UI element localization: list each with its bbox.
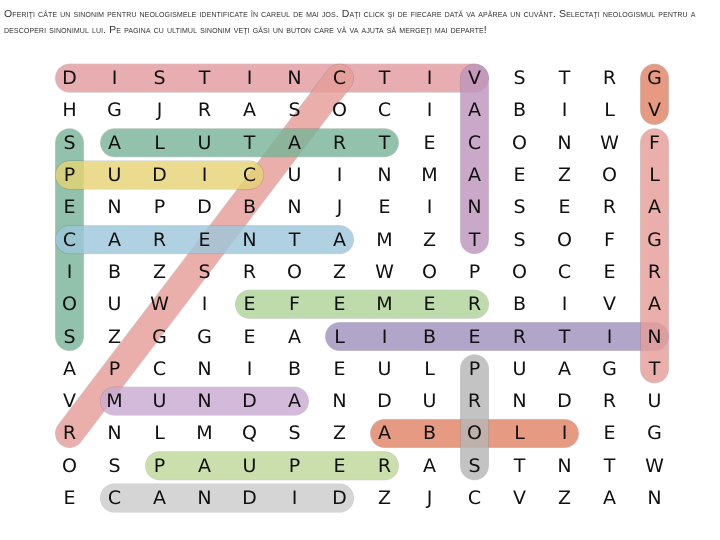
grid-letter[interactable]: D: [152, 164, 167, 187]
grid-letter[interactable]: J: [426, 487, 433, 510]
grid-letter[interactable]: L: [649, 164, 660, 187]
grid-letter[interactable]: O: [557, 228, 572, 251]
grid-letter[interactable]: P: [468, 357, 481, 380]
grid-letter[interactable]: C: [467, 487, 482, 510]
grid-letter[interactable]: A: [153, 487, 166, 510]
grid-letter[interactable]: D: [557, 390, 572, 413]
grid-letter[interactable]: F: [289, 293, 300, 316]
grid-letter[interactable]: V: [648, 99, 661, 122]
grid-letter[interactable]: A: [63, 357, 76, 380]
grid-letter[interactable]: N: [107, 422, 122, 445]
grid-letter[interactable]: E: [243, 293, 256, 316]
grid-letter[interactable]: N: [287, 196, 302, 219]
grid-letter[interactable]: E: [333, 454, 346, 477]
grid-letter[interactable]: P: [468, 260, 481, 283]
grid-letter[interactable]: G: [152, 325, 167, 348]
grid-letter[interactable]: Z: [557, 164, 572, 187]
grid-letter[interactable]: R: [647, 260, 662, 283]
grid-letter[interactable]: S: [63, 325, 76, 348]
grid-letter[interactable]: O: [512, 260, 527, 283]
grid-letter[interactable]: S: [513, 67, 526, 90]
grid-letter[interactable]: Z: [377, 487, 392, 510]
grid-letter[interactable]: T: [558, 67, 571, 90]
grid-letter[interactable]: E: [603, 422, 616, 445]
grid-letter[interactable]: I: [291, 487, 298, 510]
grid-letter[interactable]: R: [197, 99, 212, 122]
grid-letter[interactable]: T: [648, 357, 661, 380]
grid-letter[interactable]: E: [333, 357, 346, 380]
grid-letter[interactable]: D: [242, 390, 257, 413]
grid-letter[interactable]: I: [66, 260, 73, 283]
grid-letter[interactable]: T: [558, 325, 571, 348]
grid-letter[interactable]: C: [377, 99, 392, 122]
grid-letter[interactable]: A: [333, 228, 346, 251]
grid-letter[interactable]: E: [423, 293, 436, 316]
grid-letter[interactable]: V: [63, 390, 76, 413]
grid-letter[interactable]: L: [604, 99, 615, 122]
grid-letter[interactable]: N: [377, 164, 392, 187]
grid-letter[interactable]: N: [242, 228, 257, 251]
grid-letter[interactable]: I: [426, 99, 433, 122]
grid-letter[interactable]: N: [107, 196, 122, 219]
grid-letter[interactable]: D: [62, 67, 77, 90]
grid-letter[interactable]: R: [332, 131, 347, 154]
grid-letter[interactable]: A: [648, 293, 661, 316]
grid-letter[interactable]: U: [197, 131, 212, 154]
grid-letter[interactable]: U: [647, 390, 662, 413]
grid-letter[interactable]: D: [377, 390, 392, 413]
grid-letter[interactable]: B: [107, 260, 122, 283]
grid-letter[interactable]: O: [332, 99, 347, 122]
grid-letter[interactable]: V: [513, 487, 526, 510]
grid-letter[interactable]: L: [154, 131, 165, 154]
grid-letter[interactable]: A: [288, 131, 301, 154]
grid-letter[interactable]: Z: [332, 422, 347, 445]
grid-letter[interactable]: Z: [557, 487, 572, 510]
grid-letter[interactable]: R: [602, 67, 617, 90]
grid-letter[interactable]: U: [107, 164, 122, 187]
grid-letter[interactable]: N: [557, 131, 572, 154]
grid-letter[interactable]: L: [424, 357, 435, 380]
grid-letter[interactable]: C: [467, 131, 482, 154]
grid-letter[interactable]: P: [153, 196, 166, 219]
grid-letter[interactable]: N: [287, 67, 302, 90]
grid-letter[interactable]: E: [378, 196, 391, 219]
grid-letter[interactable]: W: [375, 260, 394, 283]
grid-letter[interactable]: U: [107, 293, 122, 316]
grid-letter[interactable]: A: [288, 325, 301, 348]
grid-letter[interactable]: G: [647, 422, 662, 445]
grid-letter[interactable]: W: [600, 131, 619, 154]
grid-letter[interactable]: A: [468, 99, 481, 122]
grid-letter[interactable]: A: [378, 422, 391, 445]
grid-letter[interactable]: P: [108, 357, 121, 380]
grid-letter[interactable]: E: [198, 228, 211, 251]
grid-letter[interactable]: N: [647, 325, 662, 348]
grid-letter[interactable]: N: [197, 487, 212, 510]
grid-letter[interactable]: C: [62, 228, 77, 251]
grid-letter[interactable]: A: [603, 487, 616, 510]
grid-letter[interactable]: R: [377, 454, 392, 477]
grid-letter[interactable]: E: [243, 325, 256, 348]
grid-letter[interactable]: T: [468, 228, 481, 251]
grid-letter[interactable]: O: [602, 164, 617, 187]
grid-letter[interactable]: A: [108, 131, 121, 154]
grid-letter[interactable]: T: [288, 228, 301, 251]
grid-letter[interactable]: O: [422, 260, 437, 283]
grid-letter[interactable]: Z: [152, 260, 167, 283]
grid-letter[interactable]: A: [468, 164, 481, 187]
grid-letter[interactable]: G: [197, 325, 212, 348]
grid-letter[interactable]: E: [333, 293, 346, 316]
grid-letter[interactable]: N: [197, 357, 212, 380]
grid-letter[interactable]: R: [512, 325, 527, 348]
grid-letter[interactable]: R: [62, 422, 77, 445]
grid-letter[interactable]: I: [606, 325, 613, 348]
grid-letter[interactable]: A: [423, 454, 436, 477]
grid-letter[interactable]: D: [197, 196, 212, 219]
grid-letter[interactable]: M: [376, 228, 393, 251]
grid-letter[interactable]: Z: [107, 325, 122, 348]
grid-letter[interactable]: Z: [422, 228, 437, 251]
grid-letter[interactable]: W: [645, 454, 664, 477]
grid-letter[interactable]: E: [513, 164, 526, 187]
grid-letter[interactable]: G: [107, 99, 122, 122]
grid-letter[interactable]: P: [288, 454, 301, 477]
grid-letter[interactable]: R: [467, 390, 482, 413]
grid-letter[interactable]: L: [514, 422, 525, 445]
grid-letter[interactable]: R: [152, 228, 167, 251]
grid-letter[interactable]: I: [381, 325, 388, 348]
grid-letter[interactable]: M: [376, 293, 393, 316]
grid-letter[interactable]: S: [288, 99, 301, 122]
grid-letter[interactable]: R: [242, 260, 257, 283]
grid-letter[interactable]: O: [467, 422, 482, 445]
grid-letter[interactable]: A: [243, 99, 256, 122]
grid-letter[interactable]: U: [152, 390, 167, 413]
grid-letter[interactable]: O: [62, 454, 77, 477]
grid-letter[interactable]: M: [196, 422, 213, 445]
grid-letter[interactable]: U: [512, 357, 527, 380]
grid-letter[interactable]: U: [242, 454, 257, 477]
grid-letter[interactable]: P: [63, 164, 76, 187]
grid-letter[interactable]: B: [287, 357, 302, 380]
grid-letter[interactable]: V: [468, 67, 481, 90]
grid-letter[interactable]: U: [377, 357, 392, 380]
grid-letter[interactable]: C: [152, 357, 167, 380]
grid-letter[interactable]: J: [336, 196, 343, 219]
grid-letter[interactable]: S: [513, 228, 526, 251]
grid-letter[interactable]: U: [287, 164, 302, 187]
grid-letter[interactable]: R: [602, 196, 617, 219]
grid-letter[interactable]: B: [242, 196, 257, 219]
grid-letter[interactable]: O: [287, 260, 302, 283]
grid-letter[interactable]: W: [150, 293, 169, 316]
grid-letter[interactable]: E: [423, 131, 436, 154]
grid-letter[interactable]: A: [198, 454, 211, 477]
grid-letter[interactable]: I: [561, 422, 568, 445]
grid-letter[interactable]: E: [603, 260, 616, 283]
grid-letter[interactable]: B: [512, 99, 527, 122]
grid-letter[interactable]: B: [422, 325, 437, 348]
grid-letter[interactable]: C: [557, 260, 572, 283]
grid-letter[interactable]: I: [201, 164, 208, 187]
grid-letter[interactable]: S: [198, 260, 211, 283]
grid-letter[interactable]: S: [288, 422, 301, 445]
grid-letter[interactable]: E: [558, 196, 571, 219]
grid-letter[interactable]: M: [421, 164, 438, 187]
grid-letter[interactable]: S: [63, 131, 76, 154]
grid-letter[interactable]: Z: [332, 260, 347, 283]
grid-letter[interactable]: C: [332, 67, 347, 90]
grid-letter[interactable]: L: [154, 422, 165, 445]
instructions-text: Oferiţi câte un sinonim pentru neologismele identificate în careul de mai jos. Daţi click şi de fiecare dată va apărea un cuvânt. Selectaţi neologismul pentru a descoperi sinonimul lui. Pe pagina cu ultimul sinonim veţi găsi un buton care vă va ajuta să mergeţi mai departe!: [4, 8, 696, 36]
grid-letter[interactable]: J: [156, 99, 163, 122]
grid-letter[interactable]: T: [378, 67, 391, 90]
grid-letter[interactable]: S: [108, 454, 121, 477]
grid-letter[interactable]: R: [467, 293, 482, 316]
grid-letter[interactable]: C: [107, 487, 122, 510]
grid-letter[interactable]: N: [197, 390, 212, 413]
grid-letter[interactable]: F: [649, 131, 660, 154]
grid-letter[interactable]: B: [422, 422, 437, 445]
grid-letter[interactable]: P: [153, 454, 166, 477]
grid-letter[interactable]: T: [603, 454, 616, 477]
grid-letter[interactable]: Q: [242, 422, 257, 445]
grid-letter[interactable]: A: [558, 357, 571, 380]
grid-letter[interactable]: T: [513, 454, 526, 477]
grid-letter[interactable]: E: [63, 487, 76, 510]
grid-letter[interactable]: N: [512, 390, 527, 413]
grid-letter[interactable]: G: [602, 357, 617, 380]
grid-letter[interactable]: O: [512, 131, 527, 154]
grid-letter[interactable]: N: [332, 390, 347, 413]
grid-letter[interactable]: A: [108, 228, 121, 251]
grid-letter[interactable]: I: [111, 67, 118, 90]
grid-letter[interactable]: B: [512, 293, 527, 316]
grid-letter[interactable]: E: [63, 196, 76, 219]
grid-letter[interactable]: I: [336, 164, 343, 187]
grid-letter[interactable]: N: [557, 454, 572, 477]
grid-letter[interactable]: T: [243, 131, 256, 154]
grid-letter[interactable]: C: [242, 164, 257, 187]
grid-letter[interactable]: M: [106, 390, 123, 413]
grid-letter[interactable]: A: [288, 390, 301, 413]
grid-letter[interactable]: I: [246, 67, 253, 90]
grid-letter[interactable]: T: [378, 131, 391, 154]
grid-letter[interactable]: F: [604, 228, 615, 251]
grid-letter[interactable]: I: [426, 196, 433, 219]
grid-letter[interactable]: S: [153, 67, 166, 90]
grid-letter[interactable]: U: [422, 390, 437, 413]
grid-letter[interactable]: E: [468, 325, 481, 348]
grid-letter[interactable]: H: [62, 99, 77, 122]
grid-letter[interactable]: V: [603, 293, 616, 316]
grid-letter[interactable]: G: [647, 67, 662, 90]
grid-letter[interactable]: G: [647, 228, 662, 251]
grid-letter[interactable]: L: [334, 325, 345, 348]
grid-letter[interactable]: I: [561, 293, 568, 316]
grid-letter[interactable]: T: [198, 67, 211, 90]
grid-letter[interactable]: S: [513, 196, 526, 219]
grid-letter[interactable]: I: [246, 357, 253, 380]
grid-letter[interactable]: D: [242, 487, 257, 510]
grid-letter[interactable]: S: [468, 454, 481, 477]
grid-letter[interactable]: O: [62, 293, 77, 316]
grid-letter[interactable]: N: [647, 487, 662, 510]
grid-letter[interactable]: I: [561, 99, 568, 122]
grid-letter[interactable]: D: [332, 487, 347, 510]
grid-letter[interactable]: I: [426, 67, 433, 90]
grid-letter[interactable]: I: [201, 293, 208, 316]
grid-letter[interactable]: N: [467, 196, 482, 219]
grid-letter[interactable]: A: [648, 196, 661, 219]
grid-letter[interactable]: R: [602, 390, 617, 413]
